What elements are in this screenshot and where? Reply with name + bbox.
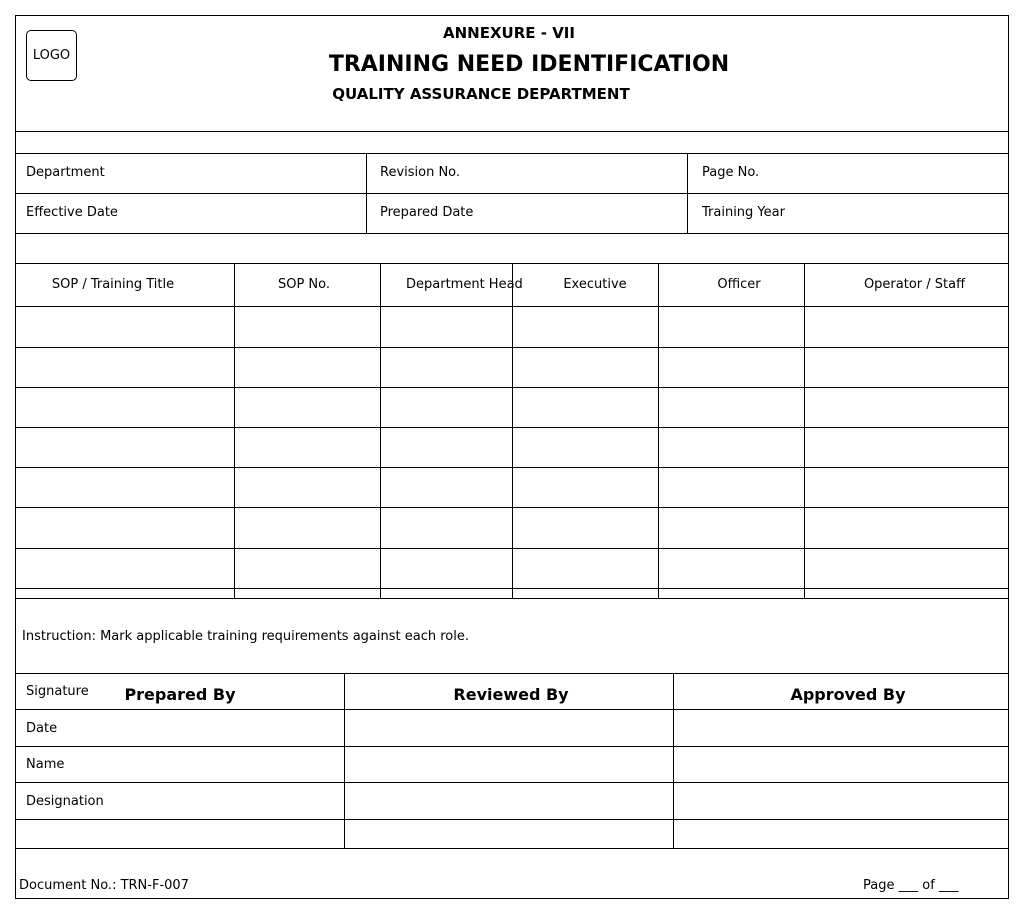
spacer-divider [15,153,1009,154]
prepared-by-header: Prepared By [124,685,236,704]
col-header-operator-staff: Operator / Staff [863,277,966,292]
info-bottom [15,233,1009,234]
page-no-label: Page No. [702,165,760,180]
department-subtitle: QUALITY ASSURANCE DEPARTMENT [332,85,630,103]
info-row-divider [15,193,1009,194]
department-label: Department [26,165,105,180]
training-year-label: Training Year [702,205,785,220]
signoff-row [15,709,1009,710]
signoff-row [15,746,1009,747]
signoff-top [15,673,1009,674]
form-title: TRAINING NEED IDENTIFICATION [328,52,730,77]
revision-no-label: Revision No. [380,165,461,180]
logo: LOGO [26,30,77,81]
date-label: Date [26,721,58,736]
table-col-divider [234,263,235,598]
col-header-title: SOP / Training Title [51,277,175,292]
effective-date-label: Effective Date [26,205,118,220]
table-col-divider [512,263,513,598]
designation-label: Designation [26,794,104,809]
signoff-col-divider [673,673,674,848]
page-of-label: Page ___ of ___ [863,878,959,893]
col-header-department-head: Department Head [406,277,523,292]
signoff-col-divider [344,673,345,848]
signature-label: Signature [26,684,89,699]
table-col-divider [380,263,381,598]
annexure-label: ANNEXURE - VII [443,24,575,42]
table-bottom [15,598,1009,599]
info-col-divider [687,153,688,233]
col-header-officer: Officer [717,277,761,292]
instruction-text: Instruction: Mark applicable training requirements against each role. [22,629,469,644]
signoff-row [15,782,1009,783]
info-col-divider [366,153,367,233]
header-divider [15,131,1009,132]
reviewed-by-header: Reviewed By [453,685,569,704]
prepared-date-label: Prepared Date [380,205,474,220]
col-header-executive: Executive [563,277,627,292]
signoff-row [15,819,1009,820]
name-label: Name [26,757,65,772]
approved-by-header: Approved By [790,685,906,704]
signoff-bottom [15,848,1009,849]
table-col-divider [804,263,805,598]
col-header-sop-no: SOP No. [277,277,331,292]
document-number: Document No.: TRN-F-007 [19,878,189,893]
table-col-divider [658,263,659,598]
